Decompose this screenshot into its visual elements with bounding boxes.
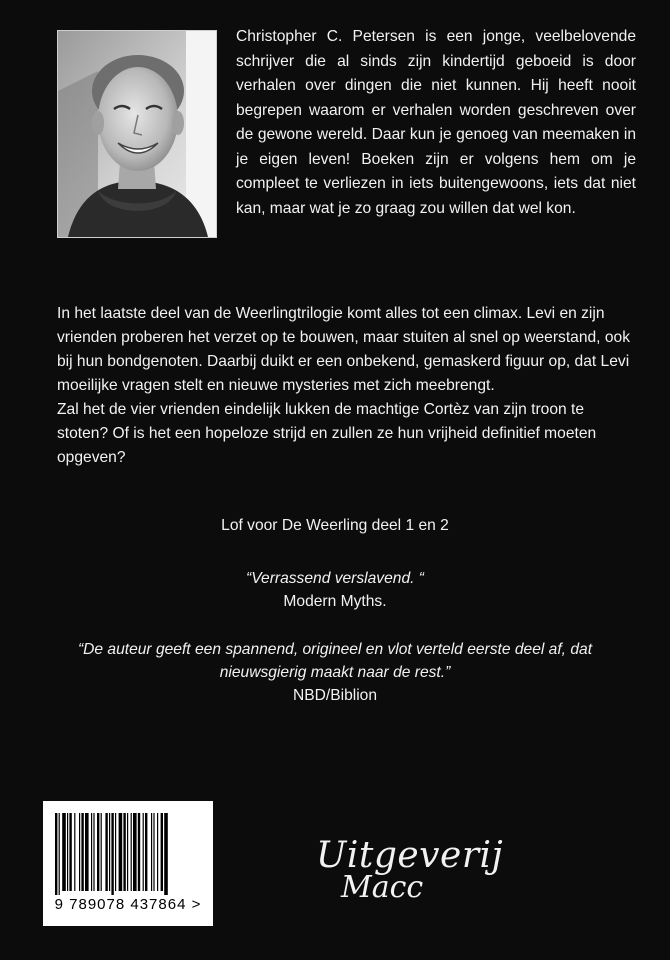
quote-text: “De auteur geeft een spannend, origineel en vlot verteld eerste deel af, dat nieuwsgierig maakt naar de rest.” (77, 641, 593, 681)
barcode (43, 801, 213, 926)
quote-source: Modern Myths. (283, 593, 387, 610)
praise-heading: Lof voor De Weerling deel 1 en 2 (221, 517, 449, 534)
author-photo (57, 30, 217, 238)
author-portrait-icon (58, 31, 216, 237)
book-blurb (57, 302, 637, 470)
quote-text: “Verrassend verslavend. “ (246, 570, 424, 587)
author-bio: Christopher C. Petersen is een jonge, veelbelovende schrijver die al sinds zijn kindertijd geboeid is door verhalen over dingen die niet kunnen. Hij heeft nooit begrepen waarom er verhalen worden geschreven over de gewone wereld. Daar kun je genoeg van meemaken in je eigen leven! Boeken zijn er volgens hem om je compleet te verliezen in iets buitengewoons, iets dat niet kan, maar wat je zo graag zou willen dat wel kon. (236, 28, 636, 217)
blurb-paragraph-1: In het laatste deel van de Weerlingtrilogie komt alles tot een climax. Levi en zijn vrienden proberen het verzet op te bouwen, maar stuiten al snel op weerstand, ook bij hun bondgenoten. Daarbij duikt er een onbekend, gemaskerd figuur op, dat Levi moeilijke vragen stelt en nieuwe mysteries met zich meebrengt. (57, 305, 630, 394)
praise-quote-1 (40, 567, 630, 613)
praise-quote-2 (40, 638, 630, 707)
blurb-paragraph-2: Zal het de vier vrienden eindelijk lukken de machtige Cortèz van zijn troon te stoten? Of is het een hopeloze strijd en zullen ze hun vrijheid definitief moeten opgeven? (57, 401, 597, 466)
publisher-name-line1: Uitgeverij (316, 835, 504, 876)
publisher-name-line2: Macc (341, 870, 424, 905)
publisher-logo (316, 836, 526, 916)
isbn-number: 9 789078 437864 > (54, 896, 202, 913)
quote-source: NBD/Biblion (292, 687, 378, 704)
